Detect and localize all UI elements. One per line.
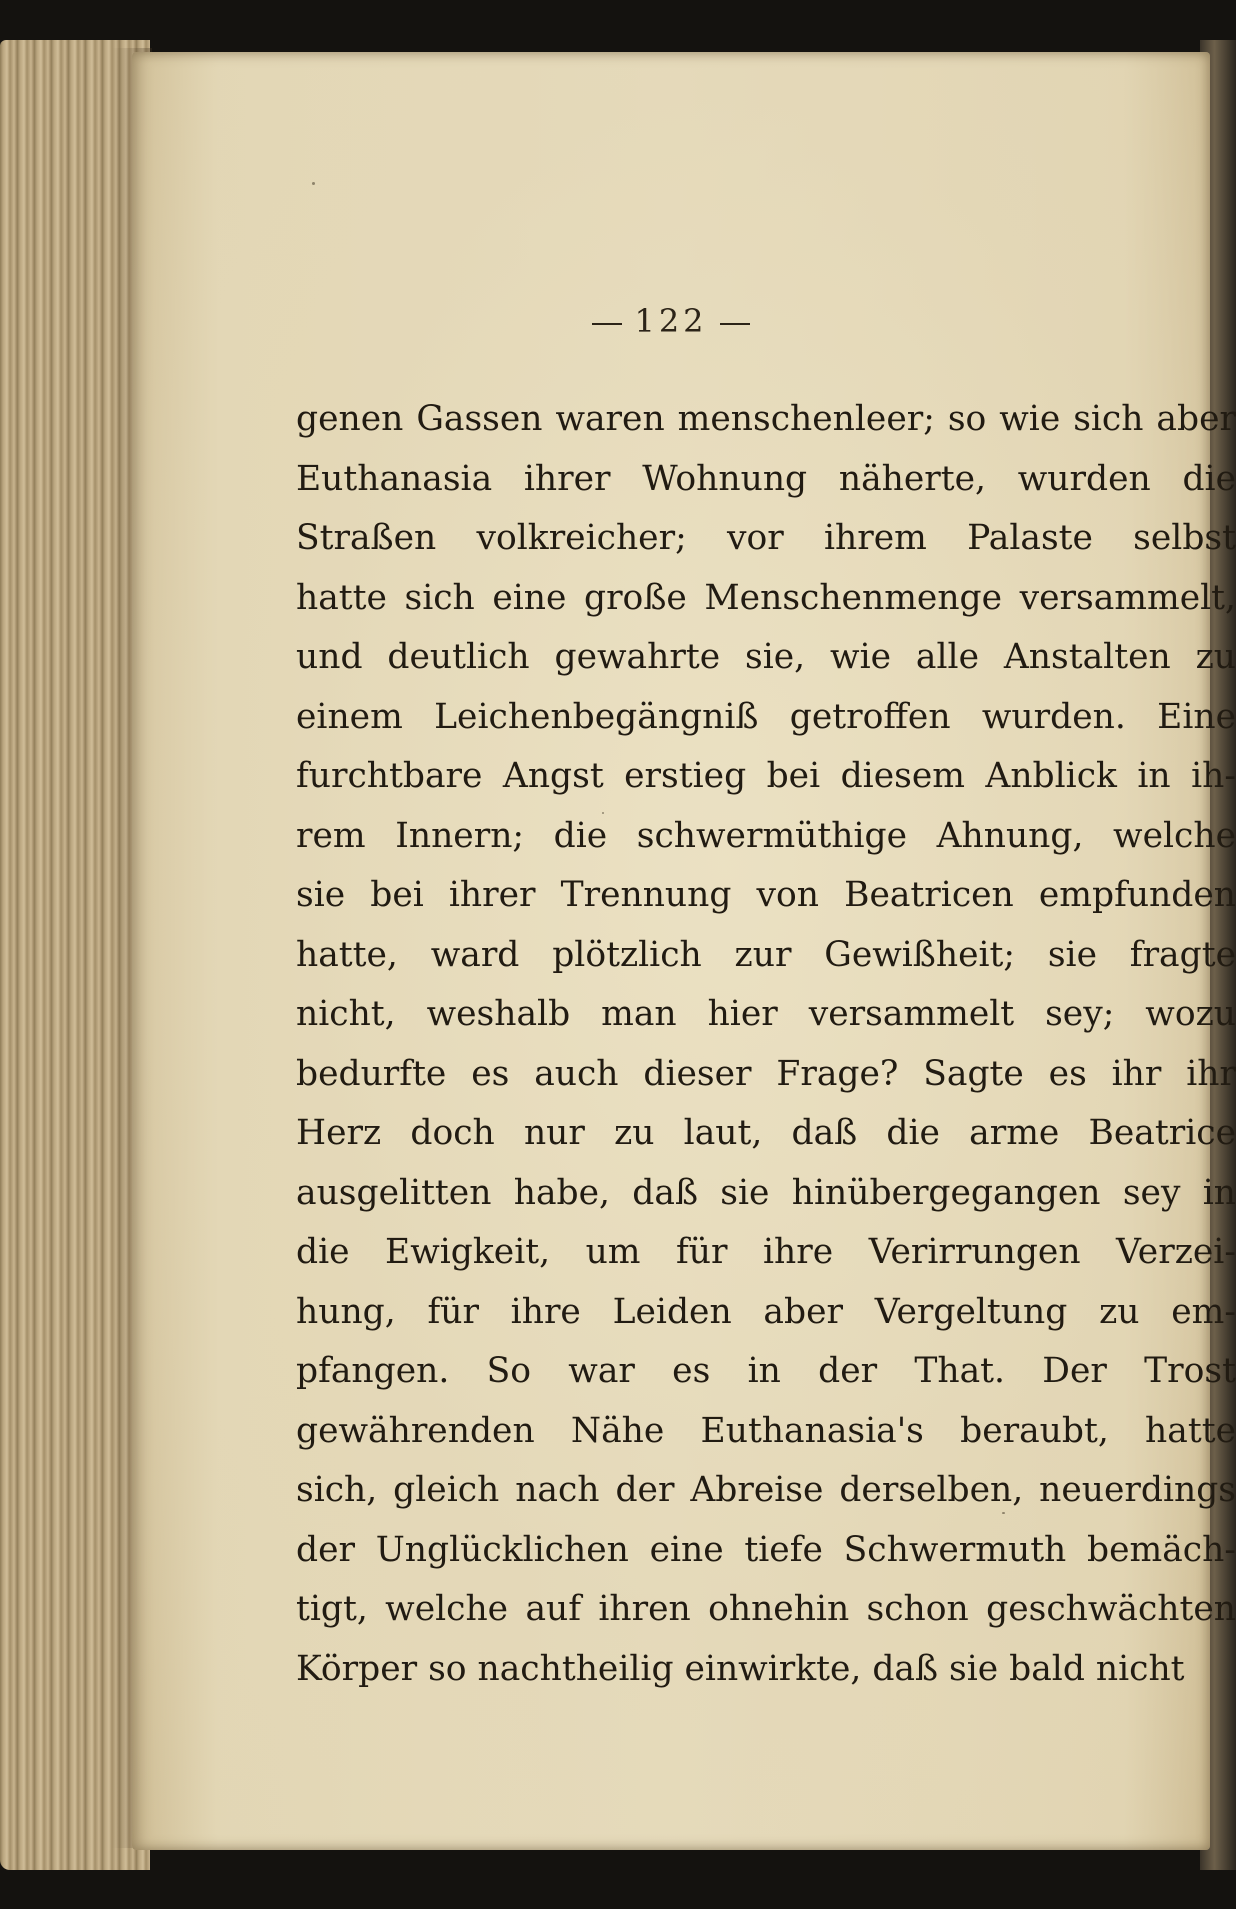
book-page (132, 52, 1236, 1850)
text-line: der Unglücklichen eine tiefe Schwermuth bemäch- (296, 1529, 1236, 1570)
text-line: hatte sich eine große Menschenmenge versammelt, (296, 577, 1236, 618)
header-dash-right (720, 323, 750, 325)
text-line: hung, für ihre Leiden aber Vergeltung zu em- (296, 1291, 1236, 1332)
text-line: und deutlich gewahrte sie, wie alle Anstalten zu (296, 637, 1236, 677)
text-line: nicht, weshalb man hier versammelt sey; wozu (296, 994, 1236, 1034)
text-line: sie bei ihrer Trennung von Beatricen empfunden (296, 875, 1236, 915)
text-line: bedurfte es auch dieser Frage? Sagte es ihr ihr (296, 1053, 1236, 1094)
text-line: ausgelitten habe, daß sie hinübergegangen sey in (296, 1172, 1236, 1213)
text-line: tigt, welche auf ihren ohnehin schon geschwächten (296, 1589, 1236, 1629)
text-line: die Ewigkeit, um für ihre Verirrungen Verzei- (296, 1232, 1236, 1272)
text-line: genen Gassen waren menschenleer; so wie sich aber (296, 399, 1236, 439)
text-line: pfangen. So war es in der That. Der Trost (296, 1351, 1236, 1391)
text-line: Euthanasia ihrer Wohnung näherte, wurden die (296, 458, 1236, 499)
header-dash-left (592, 323, 622, 325)
paper-speck (312, 182, 315, 185)
text-line: Körper so nachtheilig einwirkte, daß sie bald nicht (296, 1648, 1185, 1689)
text-line: Straßen volkreicher; vor ihrem Palaste selbst (296, 518, 1236, 558)
text-line: rem Innern; die schwermüthige Ahnung, welche (296, 815, 1236, 856)
text-line: einem Leichenbegängniß getroffen wurden. Eine (296, 696, 1236, 737)
text-line: Herz doch nur zu laut, daß die arme Beatrice (296, 1113, 1236, 1153)
text-line: furchtbare Angst erstieg bei diesem Anblick in ih- (296, 756, 1236, 796)
page-number: 122 (634, 302, 708, 340)
page-header (132, 302, 1210, 340)
text-line: sich, gleich nach der Abreise derselben, neuerdings (296, 1470, 1236, 1510)
text-line: gewährenden Nähe Euthanasia's beraubt, hatte (296, 1410, 1236, 1451)
text-line: hatte, ward plötzlich zur Gewißheit; sie fragte (296, 934, 1236, 975)
body-text (296, 390, 1236, 1699)
